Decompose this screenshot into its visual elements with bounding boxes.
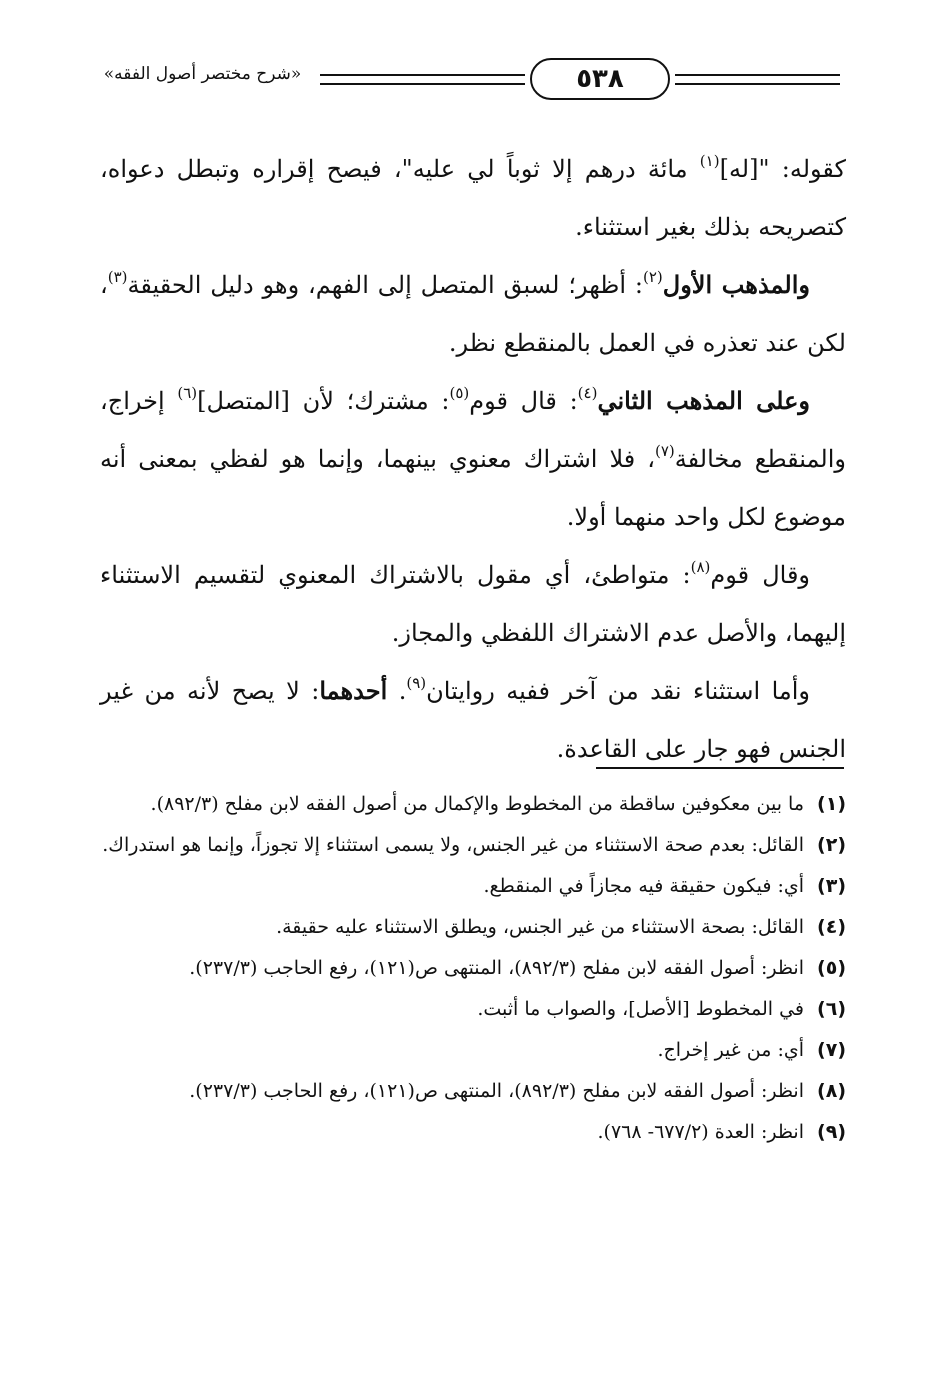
text-run: .	[387, 677, 407, 705]
footnote-ref: (٨)	[690, 558, 711, 576]
header-rule	[320, 83, 525, 85]
footnote-number: (٥)	[817, 957, 846, 979]
footnote	[100, 991, 846, 1027]
footnote-text: القائل: بصحة الاستثناء من غير الجنس، ويطلق الاستثناء عليه حقيقة.	[276, 916, 804, 938]
heading-run: وعلى المذهب الثاني	[597, 386, 811, 415]
main-text	[100, 140, 846, 778]
footnote	[100, 1032, 846, 1068]
footnote-text: القائل: بعدم صحة الاستثناء من غير الجنس، ولا يسمى استثناء إلا تجوزاً، وإنما هو استدراك.	[102, 834, 804, 856]
footnote-text: أي: فيكون حقيقة فيه مجازاً في المنقطع.	[483, 875, 804, 897]
footnote	[100, 868, 846, 904]
footnote-ref: (٦)	[177, 384, 198, 402]
paragraph	[100, 372, 846, 546]
text-run: ، لكن عند تعذره في العمل بالمنقطع نظر.	[100, 271, 846, 357]
footnote	[100, 909, 846, 945]
paragraph	[100, 256, 846, 372]
footnote-number: (١)	[817, 793, 846, 815]
page-header	[90, 52, 840, 110]
text-run: كقوله: "[له]	[719, 155, 846, 183]
text-run: إخراج، والمنقطع مخالفة	[100, 387, 846, 473]
footnote-text: أي: من غير إخراج.	[657, 1039, 804, 1061]
heading-run: أحدهما	[319, 676, 388, 705]
footnote	[100, 950, 846, 986]
text-run: : متواطئ، أي مقول بالاشتراك المعنوي لتقسيم الاستثناء إليهما، والأصل عدم الاشتراك اللفظي والمجاز.	[100, 561, 846, 647]
footnote-ref: (٥)	[449, 384, 470, 402]
footnote	[100, 1114, 846, 1150]
footnote-number: (٦)	[817, 998, 846, 1020]
text-run: : أظهر؛ لسبق المتصل إلى الفهم، وهو دليل الحقيقة	[127, 271, 643, 299]
paragraph	[100, 140, 846, 256]
text-run: : لا يصح لأنه من غير الجنس فهو جار على القاعدة.	[100, 677, 846, 763]
footnote-separator	[596, 767, 844, 769]
footnote-number: (٩)	[817, 1121, 846, 1143]
text-run: : قال قوم	[469, 387, 578, 415]
footnote-ref: (٩)	[406, 674, 427, 692]
paragraph	[100, 662, 846, 778]
footnote-text: انظر: العدة (٦٧٧/٢- ٧٦٨).	[597, 1121, 804, 1143]
paragraph	[100, 546, 846, 662]
footnote	[100, 1073, 846, 1109]
footnote-ref: (٤)	[577, 384, 598, 402]
footnote	[100, 786, 846, 822]
footnote-number: (٢)	[817, 834, 846, 856]
footnote-text: في المخطوط [الأصل]، والصواب ما أثبت.	[477, 998, 804, 1020]
footnote-text: انظر: أصول الفقه لابن مفلح (٨٩٢/٣)، المنتهى ص(١٢١)، رفع الحاجب (٢٣٧/٣).	[189, 957, 804, 979]
header-rule	[675, 83, 840, 85]
footnote-ref: (٧)	[654, 442, 675, 460]
footnote-number: (٣)	[817, 875, 846, 897]
page-number-badge	[530, 58, 670, 100]
footnote-number: (٤)	[817, 916, 846, 938]
header-rule	[320, 74, 525, 76]
footnotes	[100, 786, 846, 1155]
footnote-number: (٧)	[817, 1039, 846, 1061]
footnote-text: ما بين معكوفين ساقطة من المخطوط والإكمال من أصول الفقه لابن مفلح (٨٩٢/٣).	[150, 793, 804, 815]
heading-run: والمذهب الأول	[662, 270, 810, 299]
footnote-number: (٨)	[817, 1080, 846, 1102]
footnote-ref: (٢)	[642, 268, 663, 286]
header-rule	[675, 74, 840, 76]
footnote-text: انظر: أصول الفقه لابن مفلح (٨٩٢/٣)، المنتهى ص(١٢١)، رفع الحاجب (٢٣٧/٣).	[189, 1080, 804, 1102]
footnote-ref: (٣)	[107, 268, 128, 286]
footnote	[100, 827, 846, 863]
text-run: وأما استثناء نقد من آخر ففيه روايتان	[426, 677, 810, 705]
text-run: وقال قوم	[710, 561, 811, 589]
footnote-ref: (١)	[699, 152, 720, 170]
page-number: ٥٣٨	[576, 64, 624, 94]
text-run: مائة درهم إلا ثوباً لي عليه"، فيصح إقراره وتبطل دعواه، كتصريحه بذلك بغير استثناء.	[100, 155, 846, 241]
book-title: «شرح مختصر أصول الفقه»	[103, 64, 302, 84]
text-run: ، فلا اشتراك معنوي بينهما، وإنما هو لفظي بمعنى أنه موضوع لكل واحد منهما أولا.	[100, 445, 846, 531]
text-run: : مشترك؛ لأن [المتصل]	[197, 387, 450, 415]
